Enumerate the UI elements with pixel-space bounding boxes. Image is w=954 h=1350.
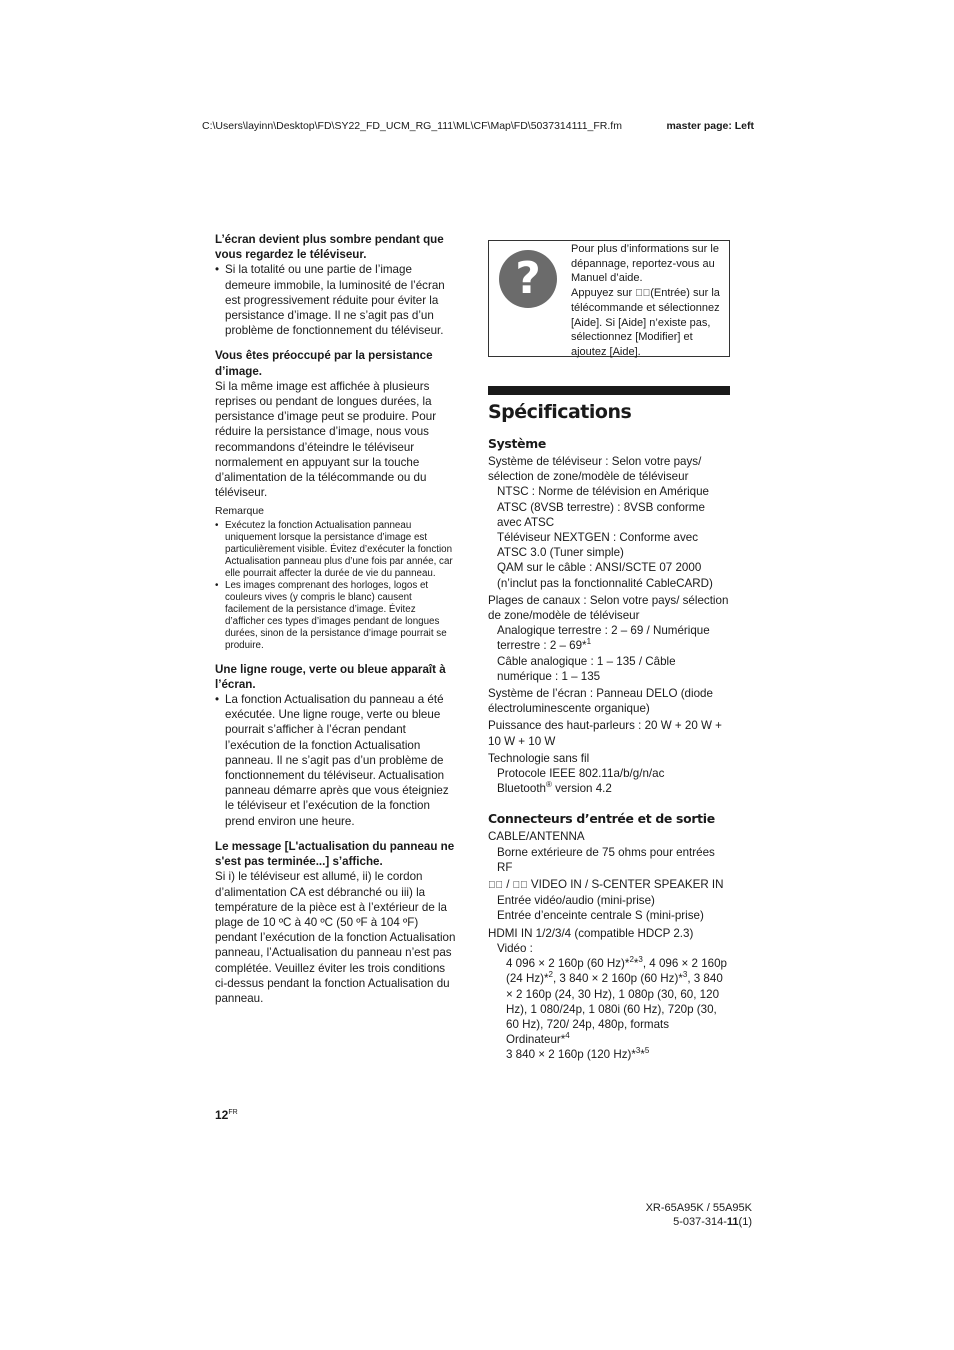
- section-body: Si i) le téléviseur est allumé, ii) le cordon d’alimentation CA est débranché ou iii) la température de la pièce est à l’extérieur de la plage de 10 ºC à 40 ºC (50 ºF à 104 ºF) pendant l’exécution de la fonction Actualisation panneau, l’Actualisation du panneau n’est pas complétée. Veuillez éviter les trois conditions ci-dessus pendant la fonction Actualisation du panneau.: [215, 870, 456, 1005]
- section-screen-darker: [215, 232, 457, 338]
- footnote-ref: 1: [586, 637, 592, 647]
- spec-text: 3 840 × 2 160p (120 Hz)*: [506, 1048, 636, 1062]
- bullet-item: • Si la totalité ou une partie de l’image demeure immobile, la luminosité de l’écran est progressivement réduite pour éviter la persistance d’image. Il ne s’agit pas d’un problème de fonctionnement du téléviseur.: [215, 262, 457, 338]
- spec-line: HDMI IN 1/2/3/4 (compatible HDCP 2.3): [488, 926, 694, 940]
- input-icon: ⇥⃝: [635, 287, 651, 299]
- spec-line: Borne extérieure de 75 ohms pour entrées RF: [497, 845, 715, 874]
- footnote-ref: 2: [629, 955, 634, 965]
- spec-text: Analogique terrestre : 2 – 69 / Numérique terrestre : 2 – 69*: [497, 624, 710, 653]
- spec-line: Protocole IEEE 802.11a/b/g/n/ac: [497, 767, 665, 781]
- code-part-bold: 11: [726, 1216, 739, 1228]
- help-box: [488, 240, 730, 357]
- spec-line: [488, 781, 730, 796]
- document-code: [646, 1215, 752, 1229]
- spec-line: Puissance des haut-parleurs : 20 W + 20 W + 10 W + 10 W: [488, 719, 722, 748]
- footnote-ref: 3: [638, 955, 643, 965]
- help-text: [567, 241, 729, 356]
- help-line-start: Appuyez sur: [571, 286, 633, 299]
- spec-line: NTSC : Norme de télévision en Amérique: [497, 485, 709, 499]
- footnote-ref: 5: [644, 1046, 650, 1056]
- spec-line: Entrée vidéo/audio (mini-prise): [497, 894, 655, 908]
- specifications-title: Spécifications: [488, 401, 632, 423]
- page-number: [215, 1108, 238, 1122]
- spec-text: /: [503, 878, 513, 892]
- section-divider-bar: [488, 386, 730, 395]
- spec-text: , 3 840 × 2 160p (60 Hz)*: [552, 972, 683, 986]
- spec-line: CABLE/ANTENNA: [488, 830, 585, 844]
- section-body: Si la même image est affichée à plusieurs reprises ou pendant de longues durées, la persistance d’image peut se produire. Pour réduire la persistance d’image, nous vous recommandons d’éteindre le téléviseur normalement en appuyant sur la touche d’alimentation de la télécommande ou du téléviseur.: [215, 379, 437, 500]
- footer: [646, 1201, 752, 1229]
- spec-text: , 3 840 × 2 160p (24, 30 Hz), 1 080p (30, 60, 120 Hz), 1 080/24p, 1 080i (60 Hz), 720p (30, 60 Hz), 720/ 24p, 480p, formats Ordinateur*: [506, 972, 723, 1047]
- spec-line: Téléviseur NEXTGEN : Conforme avec ATSC 3.0 (Tuner simple): [497, 531, 699, 560]
- connectors-title: Connecteurs d’entrée et de sortie: [488, 811, 715, 827]
- footnote-ref: 4: [565, 1031, 570, 1041]
- spec-line: [488, 877, 730, 893]
- note-title: Remarque: [215, 505, 265, 518]
- model-number: XR-65A95K / 55A95K: [645, 1202, 752, 1214]
- registered-mark: ®: [546, 780, 552, 790]
- spec-text: *: [640, 1048, 645, 1062]
- footnote-ref: 3: [682, 970, 688, 980]
- spec-line: Entrée d’enceinte centrale S (mini-prise): [497, 909, 704, 923]
- section-image-retention: [215, 348, 457, 651]
- section-refresh-message: [215, 839, 457, 1006]
- spec-line: [488, 623, 730, 653]
- spec-line: [488, 1047, 730, 1062]
- footnote-ref: 3: [635, 1046, 641, 1056]
- code-part: (1): [738, 1216, 752, 1228]
- code-part: 5-037-314-: [673, 1216, 727, 1228]
- section-colored-line: [215, 662, 457, 829]
- spec-line: Technologie sans fil: [488, 751, 590, 765]
- spec-text: *: [633, 957, 639, 971]
- spec-line: Câble analogique : 1 – 135 / Câble numérique : 1 – 135: [497, 654, 676, 683]
- spec-text: 4 096 × 2 160p (60 Hz)*: [506, 957, 630, 971]
- spec-text: version 4.2: [551, 782, 612, 796]
- page-number-value: 12: [215, 1108, 229, 1122]
- section-title: Vous êtes préoccupé par la persistance d’image.: [215, 349, 433, 378]
- help-line: Pour plus d’informations sur le dépannage, reportez-vous au Manuel d’aide.: [571, 243, 719, 284]
- spec-line: Système de l’écran : Panneau DELO (diode électroluminescente organique): [488, 687, 713, 716]
- help-line: [571, 286, 725, 360]
- right-column: [488, 240, 730, 1063]
- section-title: Le message [L'actualisation du panneau ne s'est pas terminée...] s’affiche.: [215, 839, 455, 869]
- spec-line: Vidéo :: [497, 941, 533, 955]
- section-title: Une ligne rouge, verte ou bleue apparaît à l’écran.: [215, 662, 446, 691]
- master-page-label: master page: Left: [666, 120, 754, 132]
- system-title: Système: [488, 436, 546, 451]
- footnote-ref: 2: [548, 970, 553, 980]
- input-icon: ⇥⃝: [488, 880, 503, 892]
- help-line-end: (Entrée) sur la télécommande et sélectionnez [Aide]. Si [Aide] n’existe pas, sélectionnez [Modifier] et ajoutez [Aide].: [571, 286, 720, 358]
- spec-line: [488, 956, 730, 1047]
- spec-line: QAM sur le câble : ANSI/SCTE 07 2000 (n’inclut pas la fonctionnalité CableCARD): [497, 561, 713, 590]
- spec-text: , 4 096 × 2 160p (24 Hz)*: [506, 957, 727, 986]
- bullet-item: • La fonction Actualisation du panneau a été exécutée. Une ligne rouge, verte ou bleue pourrait s’afficher à l’écran pendant l’exécution de la fonction Actualisation panneau. Il ne s’agit pas d’un problème de fonctionnement du téléviseur. Actualisation panneau démarre après que vous éteigniez le téléviseur et l’exécution de la fonction prend environ une heure.: [215, 692, 457, 829]
- section-title: L’écran devient plus sombre pendant que vous regardez le téléviseur.: [215, 233, 444, 262]
- question-mark-icon: ?: [499, 250, 557, 308]
- file-header: [202, 119, 754, 133]
- help-icon-wrapper: [489, 241, 567, 356]
- input-icon: ⇥⃝: [512, 880, 528, 892]
- spec-text: Bluetooth: [497, 782, 546, 796]
- page-lang: FR: [228, 1109, 238, 1116]
- file-path: C:\Users\layinn\Desktop\FD\SY22_FD_UCM_RG_111\ML\CF\Map\FD\5037314111_FR.fm: [202, 120, 622, 132]
- note-item: • Les images comprenant des horloges, logos et couleurs vives (y compris le blanc) causent facilement de la persistance d’image. Évitez d’afficher ces types d’images pendant de longues durées, sinon de la persistance d’image pourrait se produire.: [215, 580, 457, 652]
- spec-line: Système de téléviseur : Selon votre pays/ sélection de zone/modèle de téléviseur: [488, 455, 702, 484]
- left-column: [215, 232, 457, 1016]
- spec-line: ATSC (8VSB terrestre) : 8VSB conforme avec ATSC: [497, 500, 705, 529]
- note-list: [215, 520, 457, 652]
- spec-line: Plages de canaux : Selon votre pays/ sélection de zone/modèle de téléviseur: [488, 593, 729, 623]
- note-item: • Exécutez la fonction Actualisation panneau uniquement lorsque la persistance d’image est particulièrement visible. Évitez d’exécuter la fonction Actualisation panneau plus d’une fois par année, car elle pourrait affecter la durée de vie du panneau.: [215, 520, 457, 580]
- spec-text: VIDEO IN / S-CENTER SPEAKER IN: [527, 878, 724, 892]
